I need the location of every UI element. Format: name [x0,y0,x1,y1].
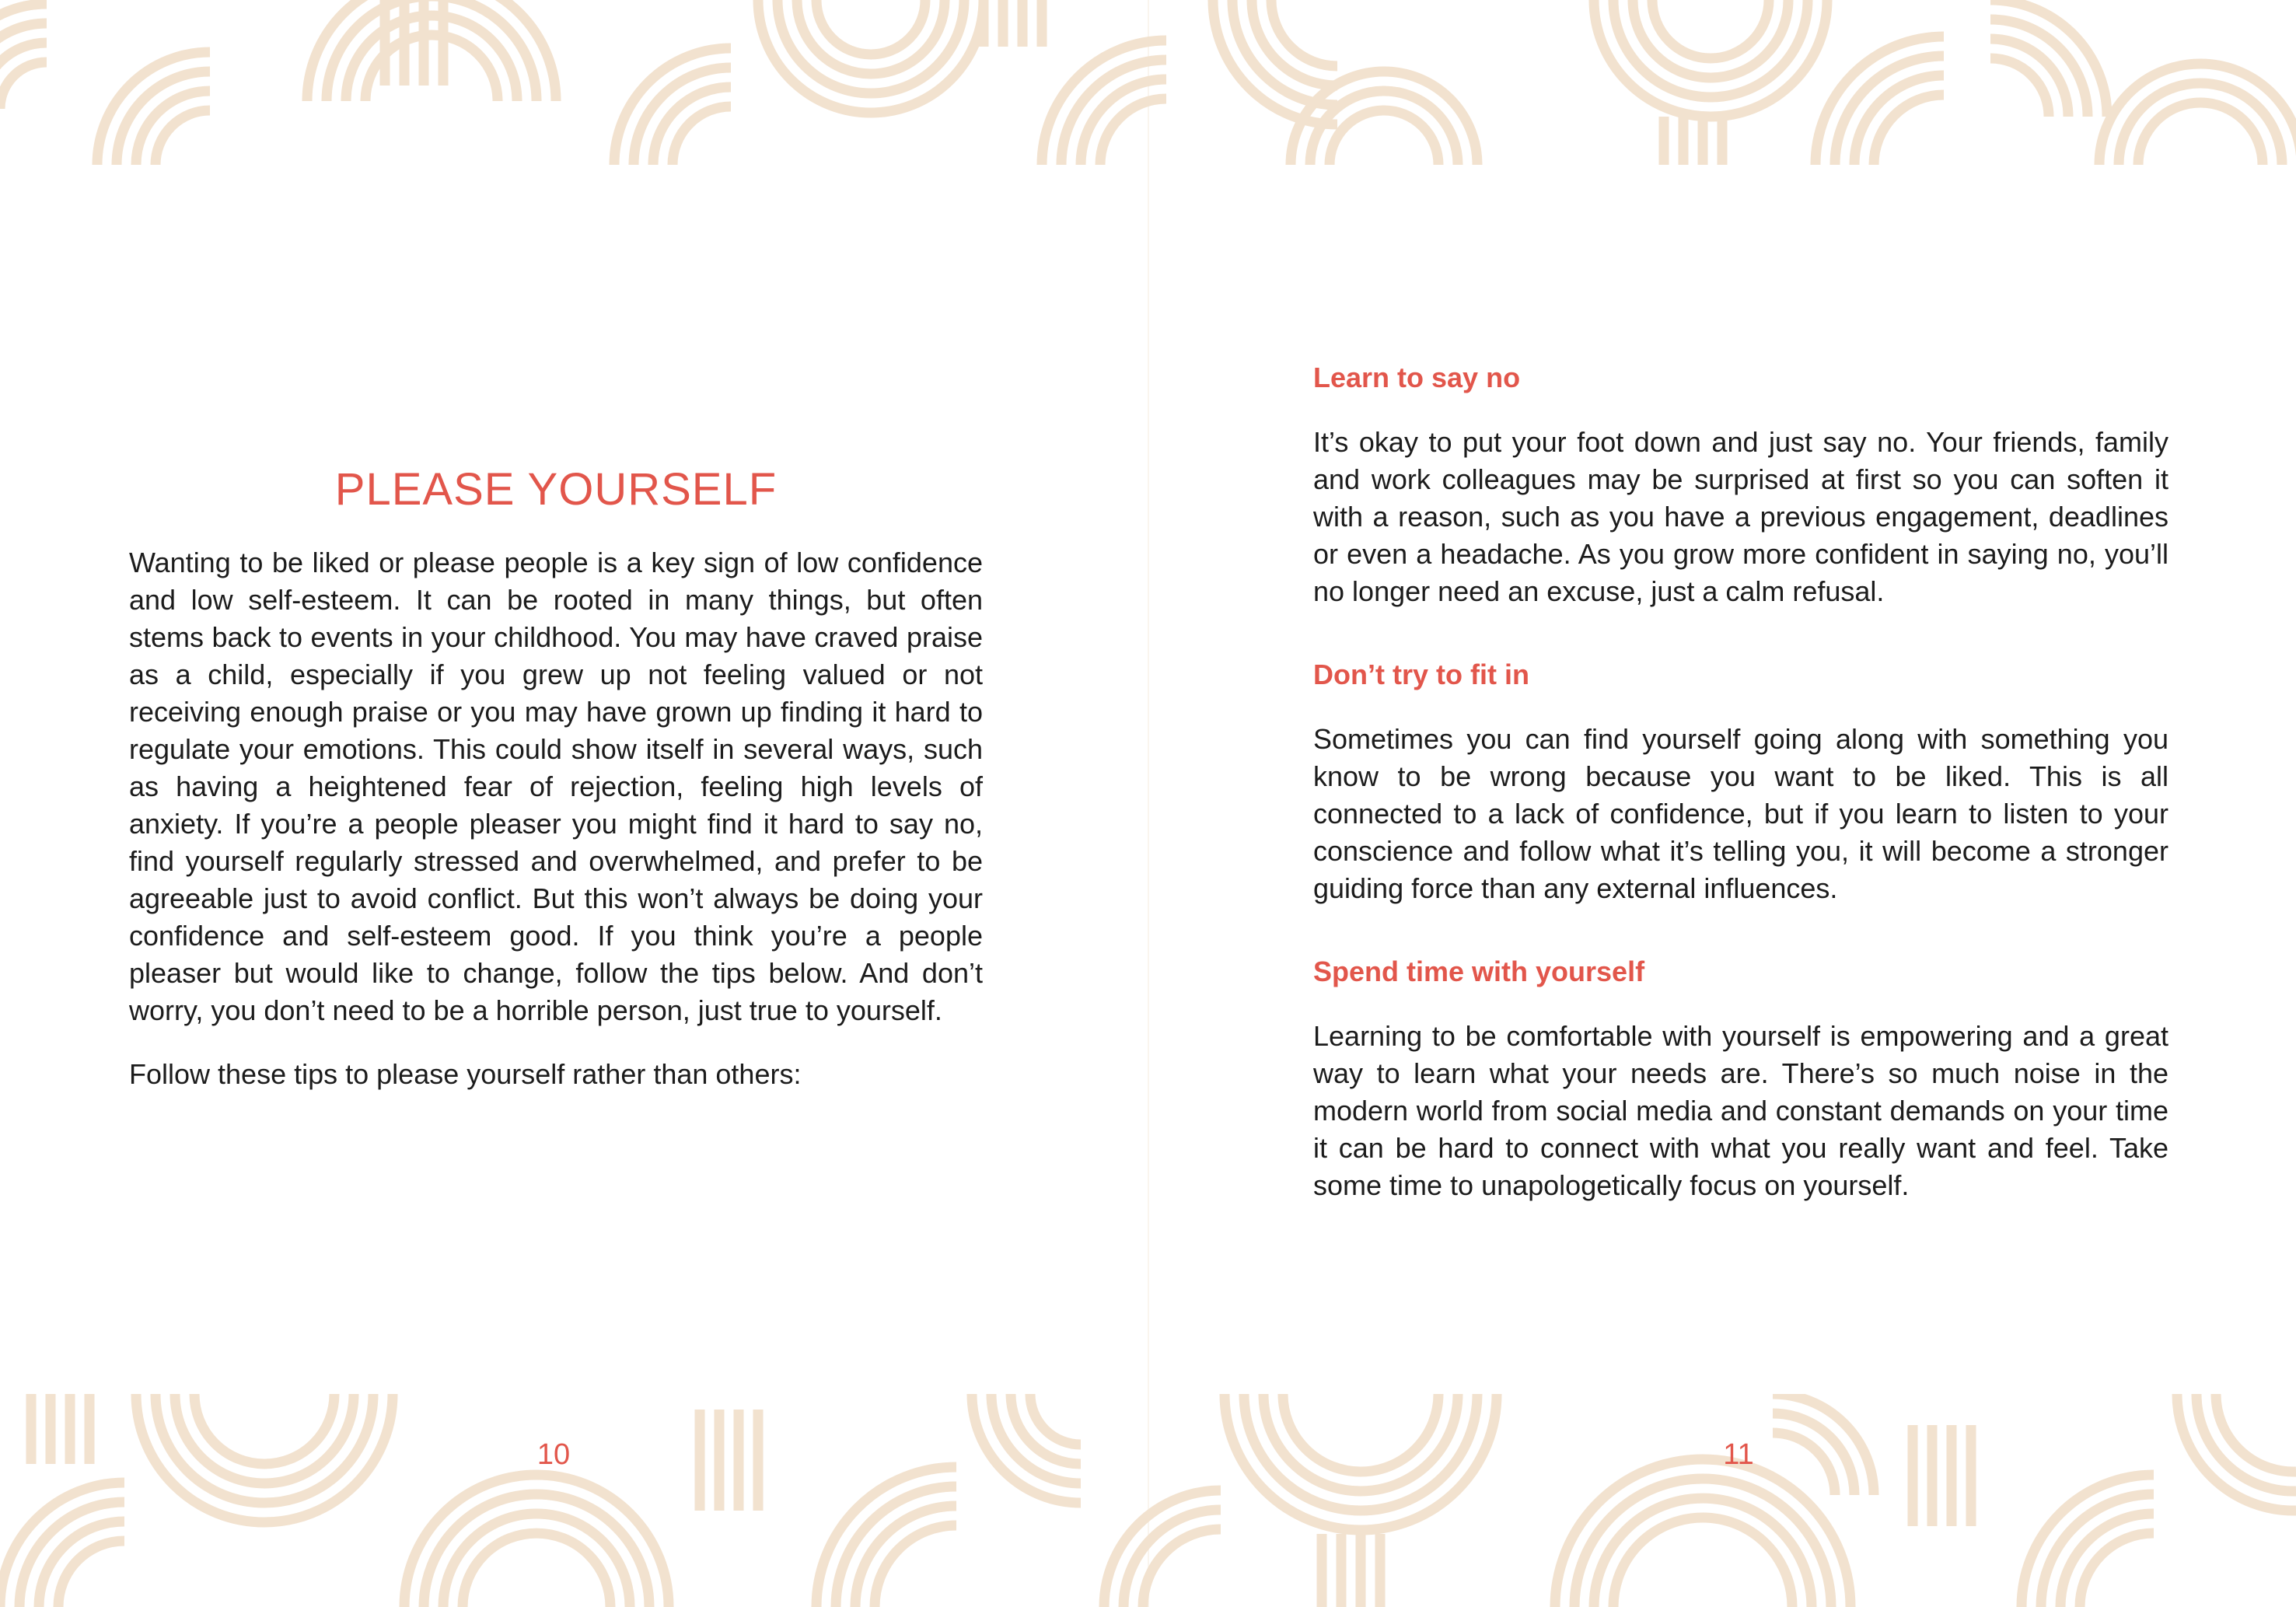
tip-body-say-no: It’s okay to put your foot down and just say no. Your friends, family and work colleagues may be surprised at first so you can soften it with a reason, such as you have a previous engagement, deadlines or even a headache. As you grow more confident in saying no, you’ll no longer need an excuse, just a calm refusal. [1313,426,2168,607]
lead-in-paragraph: Follow these tips to please yourself rather than others: [129,1058,802,1090]
tip-body-fit-in: Sometimes you can find yourself going along with something you know to be wrong because you want to be liked. This is all connected to a lack of confidence, but if you learn to listen to your conscience and follow what it’s telling you, it will become a stronger guiding force than any external influences. [1313,723,2168,904]
tip-heading-fit-in: Don’t try to fit in [1313,659,1529,690]
page-title: PLEASE YOURSELF [334,464,778,515]
decorative-pattern-bottom [0,1394,2296,1607]
page-number-left: 10 [536,1438,571,1471]
intro-paragraph: Wanting to be liked or please people is a key sign of low confidence and low self-esteem. It can be rooted in many things, but often stems back to events in your childhood. You may have craved praise as a child, especially if you grew up not feeling valued or not receiving enough praise or you may have grown up finding it hard to regulate your emotions. This could show itself in several ways, such as having a heightened fear of rejection, feeling high levels of anxiety. If you’re a people pleaser you might find it hard to say no, find yourself regularly stressed and overwhelmed, and prefer to be agreeable just to avoid conflict. But this won’t always be doing your confidence and self-esteem good. If you think you’re a people pleaser but would like to change, follow the tips below. And don’t worry, you don’t need to be a horrible person, just true to yourself. [129,547,983,1026]
tip-heading-say-no: Learn to say no [1313,362,1521,393]
spine-divider [1148,0,1149,1607]
tip-heading-time-alone: Spend time with yourself [1313,955,1645,987]
page-number-right: 11 [1723,1438,1754,1471]
tip-body-time-alone: Learning to be comfortable with yourself is empowering and a great way to learn what your needs are. There’s so much noise in the modern world from social media and constant demands on your time it can be hard to connect with what you really want and feel. Take some time to unapologetically focus on yourself. [1313,1020,2168,1201]
